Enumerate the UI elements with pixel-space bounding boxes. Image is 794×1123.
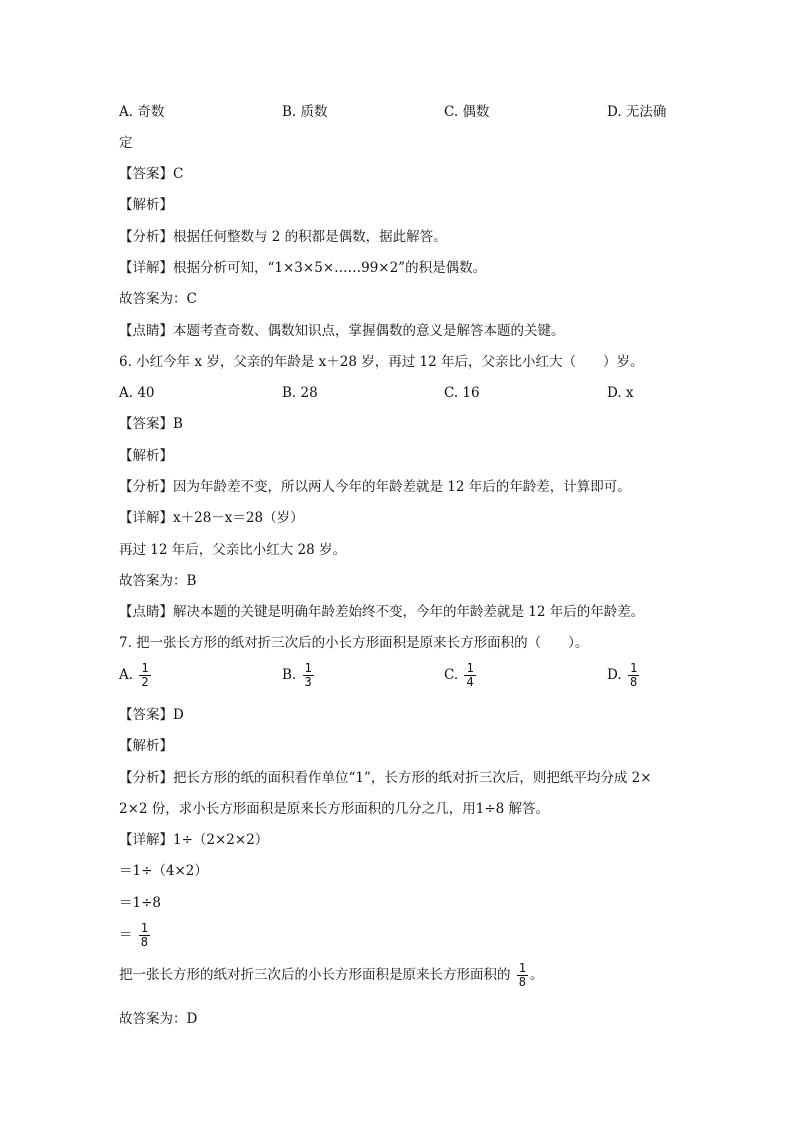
q7-stem: 7. 把一张长方形的纸对折三次后的小长方形面积是原来长方形面积的（ ）。 <box>119 635 589 651</box>
q7-option-a <box>119 662 153 689</box>
q5-analysis-heading: 【解析】 <box>119 197 173 213</box>
fraction-numerator: 1 <box>518 961 527 975</box>
q5-option-d-continued: 定 <box>119 135 133 151</box>
q7-answer: 【答案】D <box>119 707 184 723</box>
q7-step-1: ＝1÷（4×2） <box>119 863 208 879</box>
q7-conclusion: 故答案为：D <box>119 1011 198 1027</box>
q7-option-a-fraction <box>139 662 150 689</box>
q7-option-d <box>607 662 641 689</box>
q6-dianjing: 【点睛】解决本题的关键是明确年龄差始终不变，今年的年龄差就是 12 年后的年龄差。 <box>119 604 645 620</box>
q7-fenxi-line-1: 【分析】把长方形的纸的面积看作单位“1”，长方形的纸对折三次后，则把纸平均分成 2× <box>119 770 652 786</box>
q6-fenxi: 【分析】因为年龄差不变，所以两人今年的年龄差就是 12 年后的年龄差，计算即可。 <box>119 479 631 495</box>
fraction-numerator: 1 <box>140 921 149 935</box>
fraction-numerator: 1 <box>304 661 312 675</box>
q7-step-3-fraction <box>139 922 150 949</box>
q7-final-period: 。 <box>530 967 544 983</box>
q7-final-fraction <box>517 962 528 989</box>
fraction-numerator: 1 <box>629 661 638 675</box>
fraction-denominator: 8 <box>518 975 527 989</box>
q6-answer: 【答案】B <box>119 416 183 432</box>
q7-final-text: 把一张长方形的纸对折三次后的小长方形面积是原来长方形面积的 <box>119 967 511 983</box>
q5-xiangjie: 【详解】根据分析可知，“1×3×5×……99×2”的积是偶数。 <box>119 260 487 276</box>
q7-fenxi-line-2: 2×2 份，求小长方形面积是原来长方形面积的几分之几，用1÷8 解答。 <box>119 801 550 817</box>
fraction-numerator: 1 <box>141 661 149 675</box>
q5-option-c: C. 偶数 <box>444 104 490 120</box>
q7-step-3 <box>119 922 152 949</box>
q7-option-c-letter: C. <box>444 667 459 683</box>
fraction-denominator: 2 <box>141 675 149 689</box>
q7-option-c <box>444 662 478 689</box>
fraction-numerator: 1 <box>466 661 474 675</box>
q7-option-c-fraction <box>464 662 475 689</box>
q6-option-a: A. 40 <box>119 385 155 401</box>
equals-sign: ＝ <box>119 927 133 943</box>
q6-option-c: C. 16 <box>444 385 480 401</box>
q7-final-sentence <box>119 962 544 989</box>
q5-dianjing: 【点睛】本题考查奇数、偶数知识点，掌握偶数的意义是解答本题的关键。 <box>119 323 565 339</box>
q7-xiangjie: 【详解】1÷（2×2×2） <box>119 832 269 848</box>
q7-option-d-letter: D. <box>607 667 622 683</box>
q5-option-b: B. 质数 <box>282 104 328 120</box>
fraction-denominator: 8 <box>629 675 638 689</box>
q7-option-d-fraction <box>628 662 639 689</box>
q5-option-d: D. 无法确 <box>607 104 667 120</box>
q6-analysis-heading: 【解析】 <box>119 448 173 464</box>
q6-option-d: D. x <box>607 385 634 401</box>
q5-answer: 【答案】C <box>119 166 184 182</box>
q6-detail-line: 再过 12 年后，父亲比小红大 28 岁。 <box>119 542 347 558</box>
q6-conclusion: 故答案为：B <box>119 573 197 589</box>
q7-step-2: ＝1÷8 <box>119 895 161 911</box>
fraction-denominator: 8 <box>140 935 149 949</box>
q6-option-b: B. 28 <box>282 385 318 401</box>
q7-option-b-letter: B. <box>282 667 297 683</box>
q6-stem: 6. 小红今年 x 岁，父亲的年龄是 x＋28 岁，再过 12 年后，父亲比小红大（ ）岁。 <box>119 354 644 370</box>
q6-xiangjie: 【详解】x＋28－x＝28（岁） <box>119 510 304 526</box>
fraction-denominator: 4 <box>466 675 474 689</box>
q7-option-b-fraction <box>303 662 314 689</box>
q5-conclusion: 故答案为：C <box>119 291 197 307</box>
q7-option-a-letter: A. <box>119 667 134 683</box>
q5-option-a: A. 奇数 <box>119 104 165 120</box>
q7-option-b <box>282 662 316 689</box>
q7-analysis-heading: 【解析】 <box>119 738 173 754</box>
q5-fenxi: 【分析】根据任何整数与 2 的积都是偶数，据此解答。 <box>119 229 447 245</box>
fraction-denominator: 3 <box>304 675 312 689</box>
